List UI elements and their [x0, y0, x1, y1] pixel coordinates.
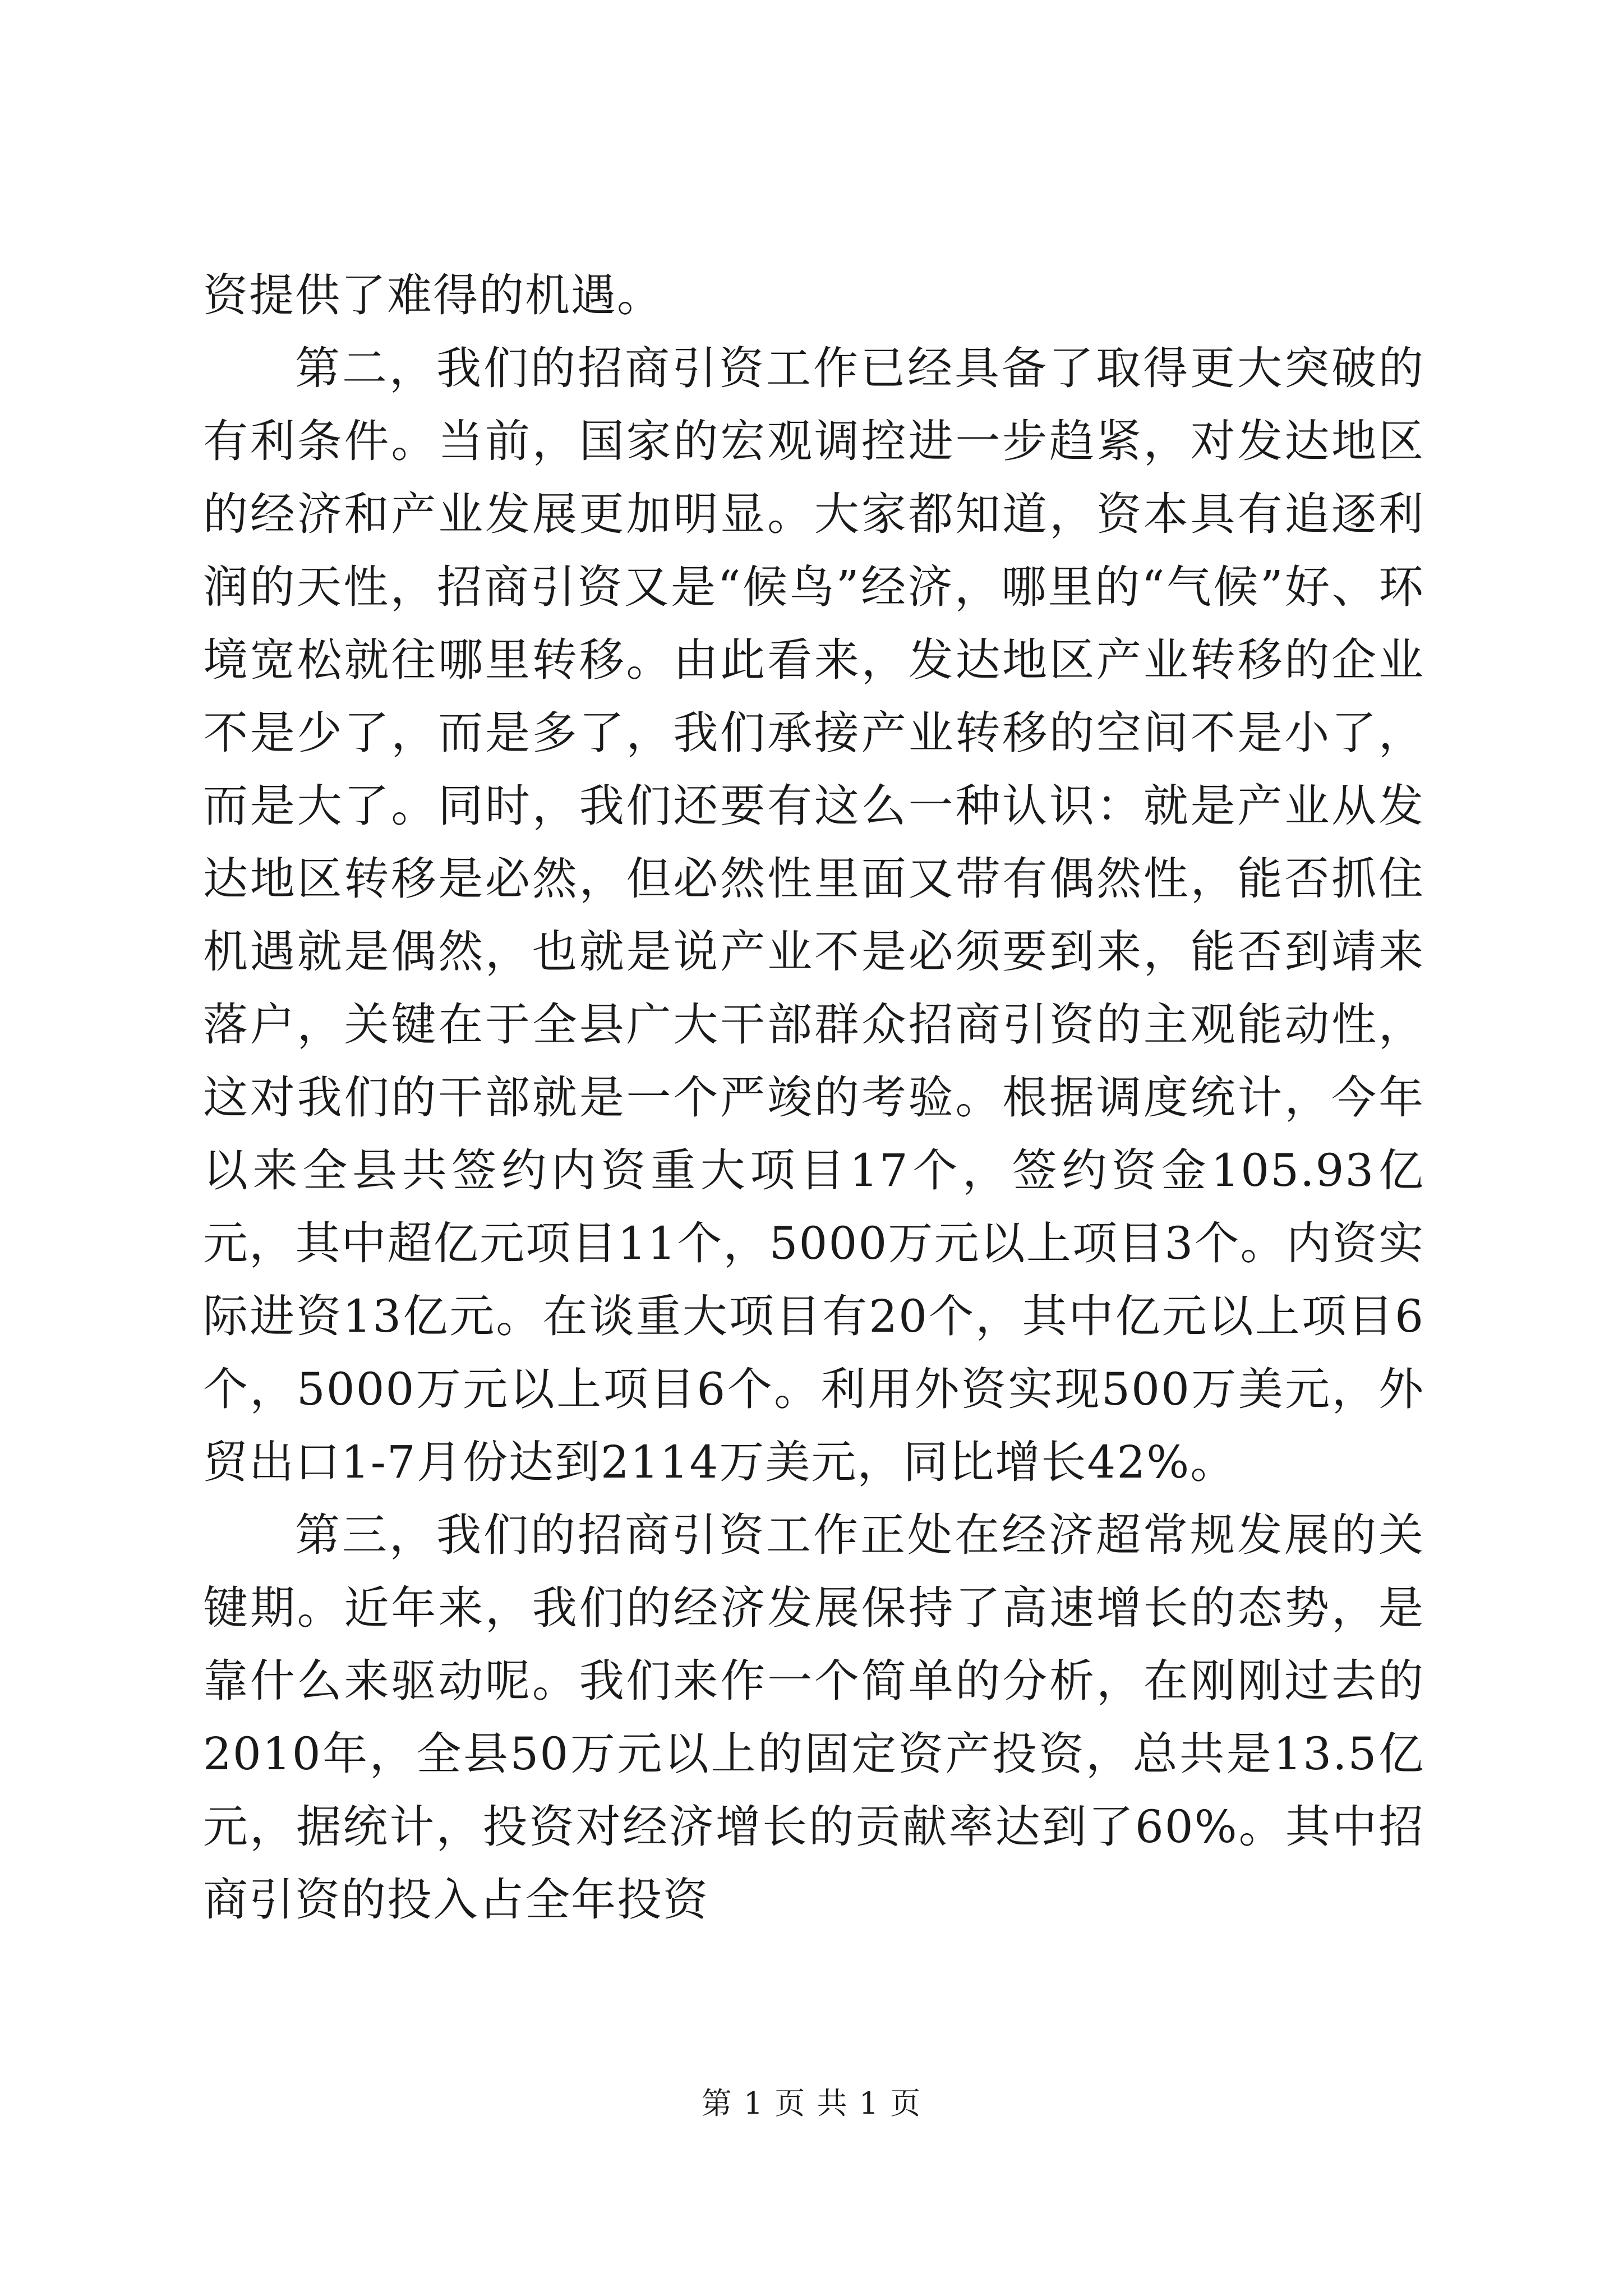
page-number-label: 第 1 页 共 1 页 — [701, 2086, 922, 2121]
document-body — [203, 259, 1424, 1936]
paragraph-third-point: 第三，我们的招商引资工作正处在经济超常规发展的关键期。近年来，我们的经济发展保持了高速增长的态势，是靠什么来驱动呢。我们来作一个简单的分析，在刚刚过去的2010年，全县50万元以上的固定资产投资，总共是13.5亿元，据统计，投资对经济增长的贡献率达到了60%。其中招商引资的投入占全年投资 — [203, 1509, 1424, 1926]
paragraph-second-point: 第二，我们的招商引资工作已经具备了取得更大突破的有利条件。当前，国家的宏观调控进一步趋紧，对发达地区的经济和产业发展更加明显。大家都知道，资本具有追逐利润的天性，招商引资又是“候鸟”经济，哪里的“气候”好、环境宽松就往哪里转移。由此看来，发达地区产业转移的企业不是少了，而是多了，我们承接产业转移的空间不是小了，而是大了。同时，我们还要有这么一种认识：就是产业从发达地区转移是必然，但必然性里面又带有偶然性，能否抓住机遇就是偶然，也就是说产业不是必须要到来，能否到靖来落户，关键在于全县广大干部群众招商引资的主观能动性，这对我们的干部就是一个严竣的考验。根据调度统计，今年以来全县共签约内资重大项目17个，签约资金105.93亿元，其中超亿元项目11个，5000万元以上项目3个。内资实际进资13亿元。在谈重大项目有20个，其中亿元以上项目6个，5000万元以上项目6个。利用外资实现500万美元，外贸出口1-7月份达到2114万美元，同比增长42%。 — [203, 342, 1424, 1488]
paragraph-continuation: 资提供了难得的机遇。 — [203, 269, 663, 321]
page-footer — [0, 2081, 1623, 2126]
